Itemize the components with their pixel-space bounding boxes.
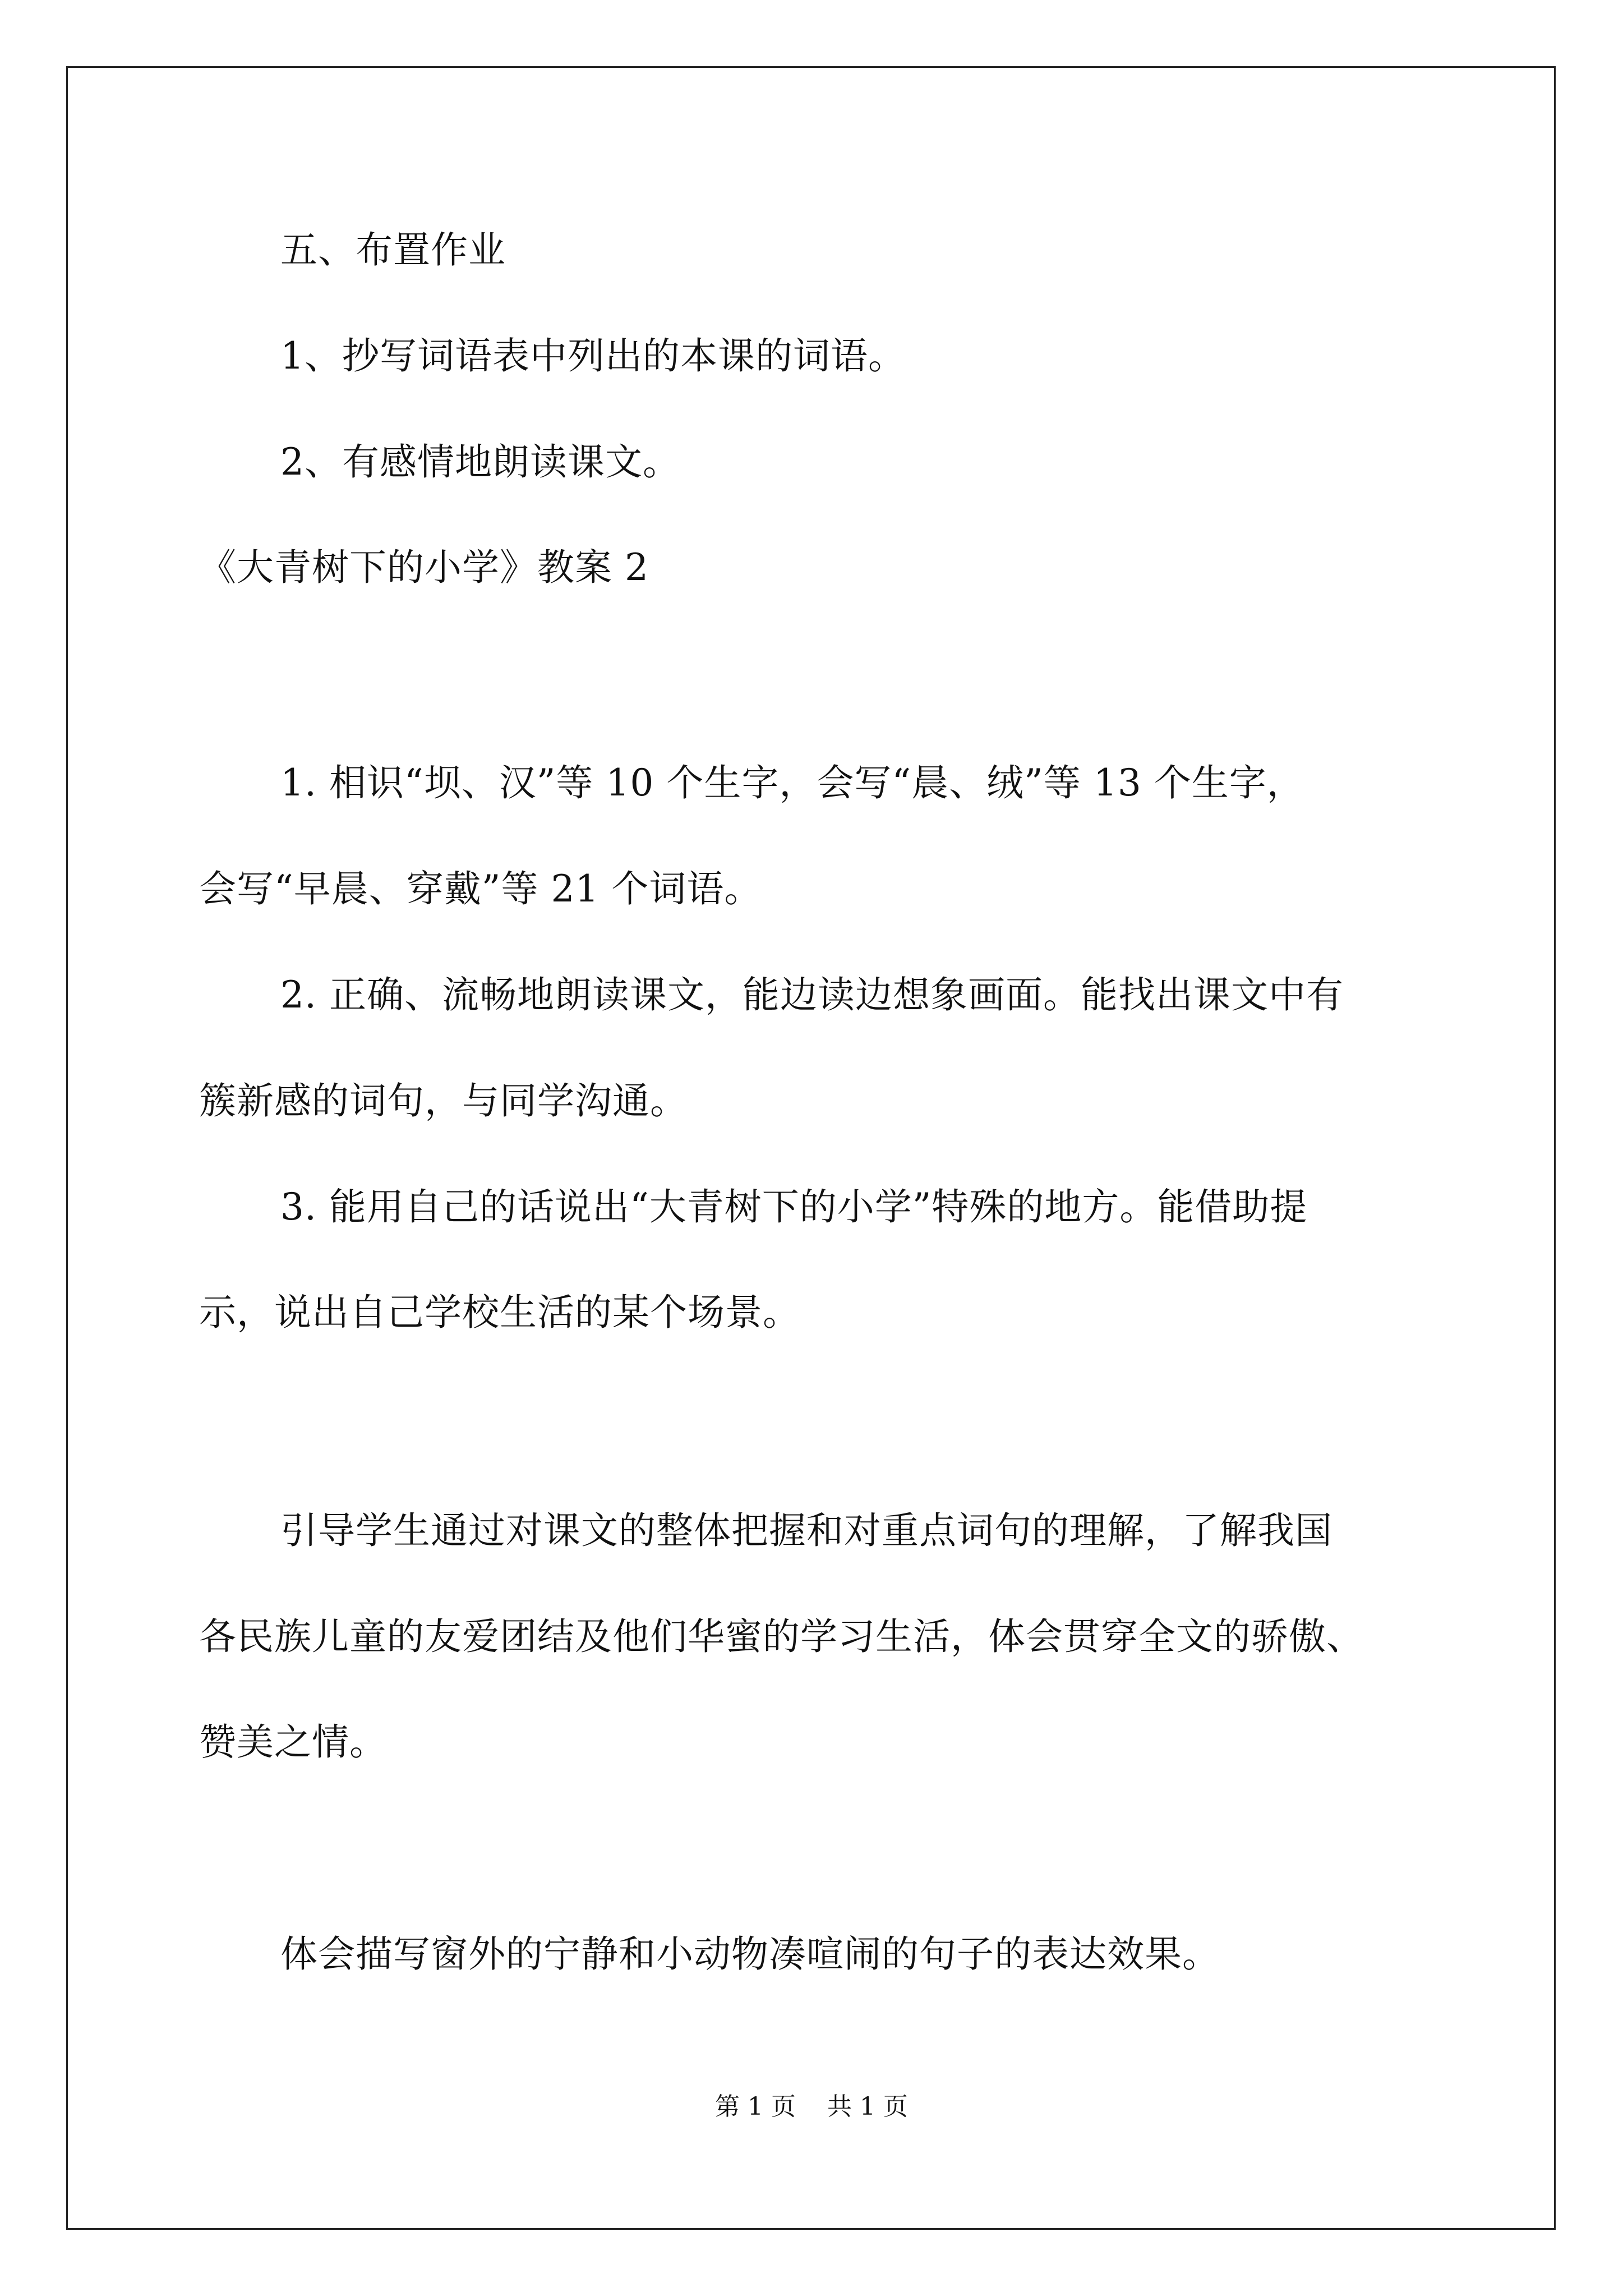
paragraph-line: 簇新感的词句，与同学沟通。	[199, 1079, 688, 1122]
lesson-title: 《大青树下的小学》教案 2	[199, 546, 649, 589]
paragraph-line: 1. 相识“坝、汉”等 10 个生字，会写“晨、绒”等 13 个生字，	[280, 761, 1304, 804]
section-heading-assignment: 五、布置作业	[280, 228, 506, 272]
paragraph-line: 会写“早晨、穿戴”等 21 个词语。	[199, 867, 762, 910]
page-border	[66, 66, 1556, 2230]
paragraph-line: 3. 能用自己的话说出“大青树下的小学”特殊的地方。能借助提	[280, 1185, 1308, 1228]
paragraph-line: 体会描写窗外的宁静和小动物凑喧闹的句子的表达效果。	[280, 1932, 1220, 1976]
page-number-footer: 第 1 页 共 1 页	[715, 2092, 908, 2121]
paragraph-line: 2、有感情地朗读课文。	[280, 440, 680, 484]
paragraph-line: 各民族儿童的友爱团结及他们华蜜的学习生活，体会贯穿全文的骄傲、	[199, 1615, 1364, 1658]
paragraph-line: 引导学生通过对课文的整体把握和对重点词句的理解，了解我国	[280, 1509, 1332, 1552]
paragraph-line: 赞美之情。	[199, 1720, 387, 1764]
paragraph-line: 示，说出自己学校生活的某个场景。	[199, 1291, 800, 1334]
paragraph-line: 1、抄写词语表中列出的本课的词语。	[280, 334, 906, 378]
paragraph-line: 2. 正确、流畅地朗读课文，能边读边想象画面。能找出课文中有	[280, 973, 1344, 1016]
